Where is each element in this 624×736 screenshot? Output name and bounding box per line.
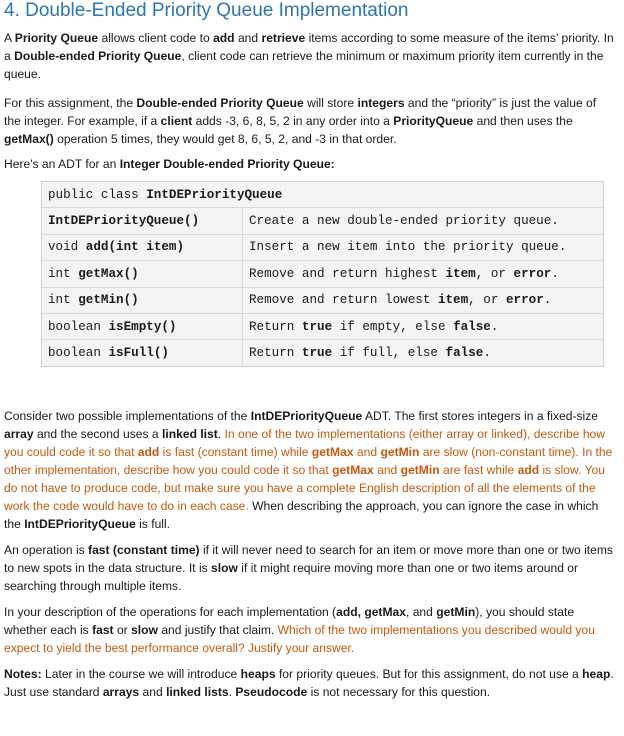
method-signature [42,340,243,366]
text-span: . Just use standard [4,666,614,699]
section-heading: 4. Double-Ended Priority Queue Implementation [4,0,409,21]
method-description [243,261,604,287]
bold-term: slow [131,622,158,637]
code-text: . [551,266,559,281]
code-keyword: false [445,346,484,361]
bold-term: Double-ended Priority Queue [14,49,182,63]
method-name: getMax() [78,266,139,281]
text-span: Consider two possible implementations of the [4,408,251,423]
bold-term: add [517,462,540,477]
highlighted-question: Which of the two implementations you described would you expect to yield the best performance overall? Justify your answer. [4,622,595,655]
bold-term: getMin [380,444,420,459]
code-keyword: true [301,319,333,334]
method-name: isEmpty() [108,319,177,334]
text-span: if it will never need to search for an item or move more than one or two items to new spots in the data structure. It is [4,542,613,575]
bold-term: Integer Double-ended Priority Queue: [119,157,335,171]
bold-term: fast (constant time) [88,542,200,557]
code-keyword: true [301,346,333,361]
intro-paragraph [4,29,616,83]
method-signature [42,287,243,313]
bold-term: add [213,31,235,45]
text-span: Here's an ADT for an [4,157,120,171]
table-row [42,287,603,313]
text-span: For this assignment, the [4,96,137,110]
text-span: if it might require moving more than one or two items around or searching through multiple items. [4,560,579,593]
method-name: add(int item) [85,240,185,255]
bold-term: integers [357,96,405,110]
bold-term: getMax [311,444,354,459]
adt-intro-paragraph [4,155,616,173]
bold-term: getMin [400,462,440,477]
bold-term: PriorityQueue [393,114,474,128]
bold-term: add, getMax [336,604,406,619]
adt-table [42,182,603,366]
text-span: and [234,31,262,45]
method-description [243,208,604,234]
table-row [42,313,603,339]
table-row [42,208,603,234]
bold-term: fast [92,622,114,637]
bold-term: arrays [102,684,140,699]
bold-term: linked lists [166,684,229,699]
text-span: and the second uses a [33,426,163,441]
text-span: adds -3, 6, 8, 5, 2 in any order into a [192,114,394,128]
text-span: is full. [135,516,171,531]
text-span: , client code can retrieve the minimum or maximum priority item currently in the queue. [4,49,604,81]
assignment-paragraph [4,94,616,148]
code-keyword: item [445,266,476,281]
method-signature [42,208,243,234]
bold-term: getMax() [4,132,54,146]
code-text: Remove and return lowest [249,293,438,308]
text-span: operation 5 times, they would get 8, 6, 5, 2, and -3 in that order. [53,132,397,146]
text-span: and the “priority” is just the value of the integer. For example, if a [4,96,597,128]
bold-term: slow [211,560,238,575]
method-signature [42,261,243,287]
notes-paragraph [4,665,616,701]
notes-label: Notes: [4,666,42,681]
bold-term: Double-ended Priority Queue [136,96,304,110]
method-signature [42,234,243,260]
text-span: allows client code to [98,31,214,45]
bold-term: Priority Queue [14,31,99,45]
text-span: and [353,444,381,459]
bold-term: IntDEPriorityQueue [24,516,136,531]
bold-term: Pseudocode [235,684,308,699]
text-span: Later in the course we will introduce [41,666,241,681]
code-text: . [483,346,491,361]
text-span: or [113,622,132,637]
method-description [243,340,604,366]
method-description [243,313,604,339]
table-row [42,261,603,287]
text-span: is not necessary for this question. [307,684,491,699]
code-text: if empty, else [332,319,454,334]
bold-term: heap [582,666,611,681]
text-span: In one of the two implementations (either array or linked), describe how you could code it so that [4,426,606,459]
code-keyword: false [453,319,491,334]
text-span: A [4,31,15,45]
code-text: Insert a new item into the priority queue. [249,240,567,255]
text-span: An operation is [4,542,89,557]
code-text: boolean [48,346,109,361]
consider-paragraph [4,407,616,533]
text-span: and then uses the [473,114,573,128]
bold-term: add [137,444,160,459]
bold-term: getMin [436,604,476,619]
text-span: is fast (constant time) while [159,444,312,459]
class-declaration [42,182,603,208]
bold-term: getMax [332,462,374,477]
adt-code-table [41,181,604,367]
code-text: , or [475,266,514,281]
method-name: IntDEPriorityQueue() [48,214,200,229]
bold-term: array [4,426,34,441]
code-text: int [48,266,79,281]
text-span: When describing the approach, you can ignore the case in which the [4,498,599,531]
describe-paragraph [4,603,616,657]
text-span: are fast while [439,462,518,477]
code-text: , or [468,293,506,308]
text-span: ), you should state whether each is [4,604,575,637]
bold-term: retrieve [261,31,306,45]
method-signature [42,313,243,339]
text-span: is slow. You do not have to produce code, but make sure you have a complete English description of all the elements of the work the code would have to do in each case. [4,462,605,513]
text-span: and justify that claim. [157,622,278,637]
text-span: . [228,684,236,699]
code-text: Return [249,319,302,334]
method-name: isFull() [108,346,169,361]
code-text: boolean [48,319,109,334]
text-span: items according to some measure of the items’ priority. In a [4,31,614,63]
bold-term: client [160,114,193,128]
code-text: . [490,319,499,334]
text-span: In your description of the operations for each implementation ( [4,604,337,619]
table-row [42,340,603,366]
text-span: ADT. The first stores integers in a fixed-size [362,408,598,423]
text-span: for priority queues. But for this assignment, do not use a [275,666,583,681]
code-text: Remove and return highest [249,266,446,281]
bold-term: linked list [162,426,218,441]
code-text: void [48,240,86,255]
code-keyword: error [505,293,544,308]
code-keyword: error [513,266,552,281]
adt-header-row [42,182,603,208]
method-description [243,234,604,260]
code-text: int [48,293,79,308]
code-text: public class [48,187,147,202]
method-description [243,287,604,313]
code-text: Return [249,346,302,361]
text-span: and [139,684,167,699]
text-span: are slow (non-constant time). In the other implementation, describe how you could code it so that [4,444,613,477]
code-text: if full, else [332,346,446,361]
method-name: getMin() [78,293,139,308]
class-name: IntDEPriorityQueue [146,187,283,202]
table-row [42,234,603,260]
code-keyword: item [437,293,469,308]
text-span: , and [405,604,437,619]
bold-term: heaps [240,666,276,681]
text-span: and [373,462,401,477]
bold-term: IntDEPriorityQueue [250,408,363,423]
code-text: Create a new double-ended priority queue. [249,214,559,229]
fast-slow-paragraph [4,541,616,595]
text-span: will store [303,96,358,110]
text-span: . [217,426,225,441]
code-text: . [543,293,552,308]
